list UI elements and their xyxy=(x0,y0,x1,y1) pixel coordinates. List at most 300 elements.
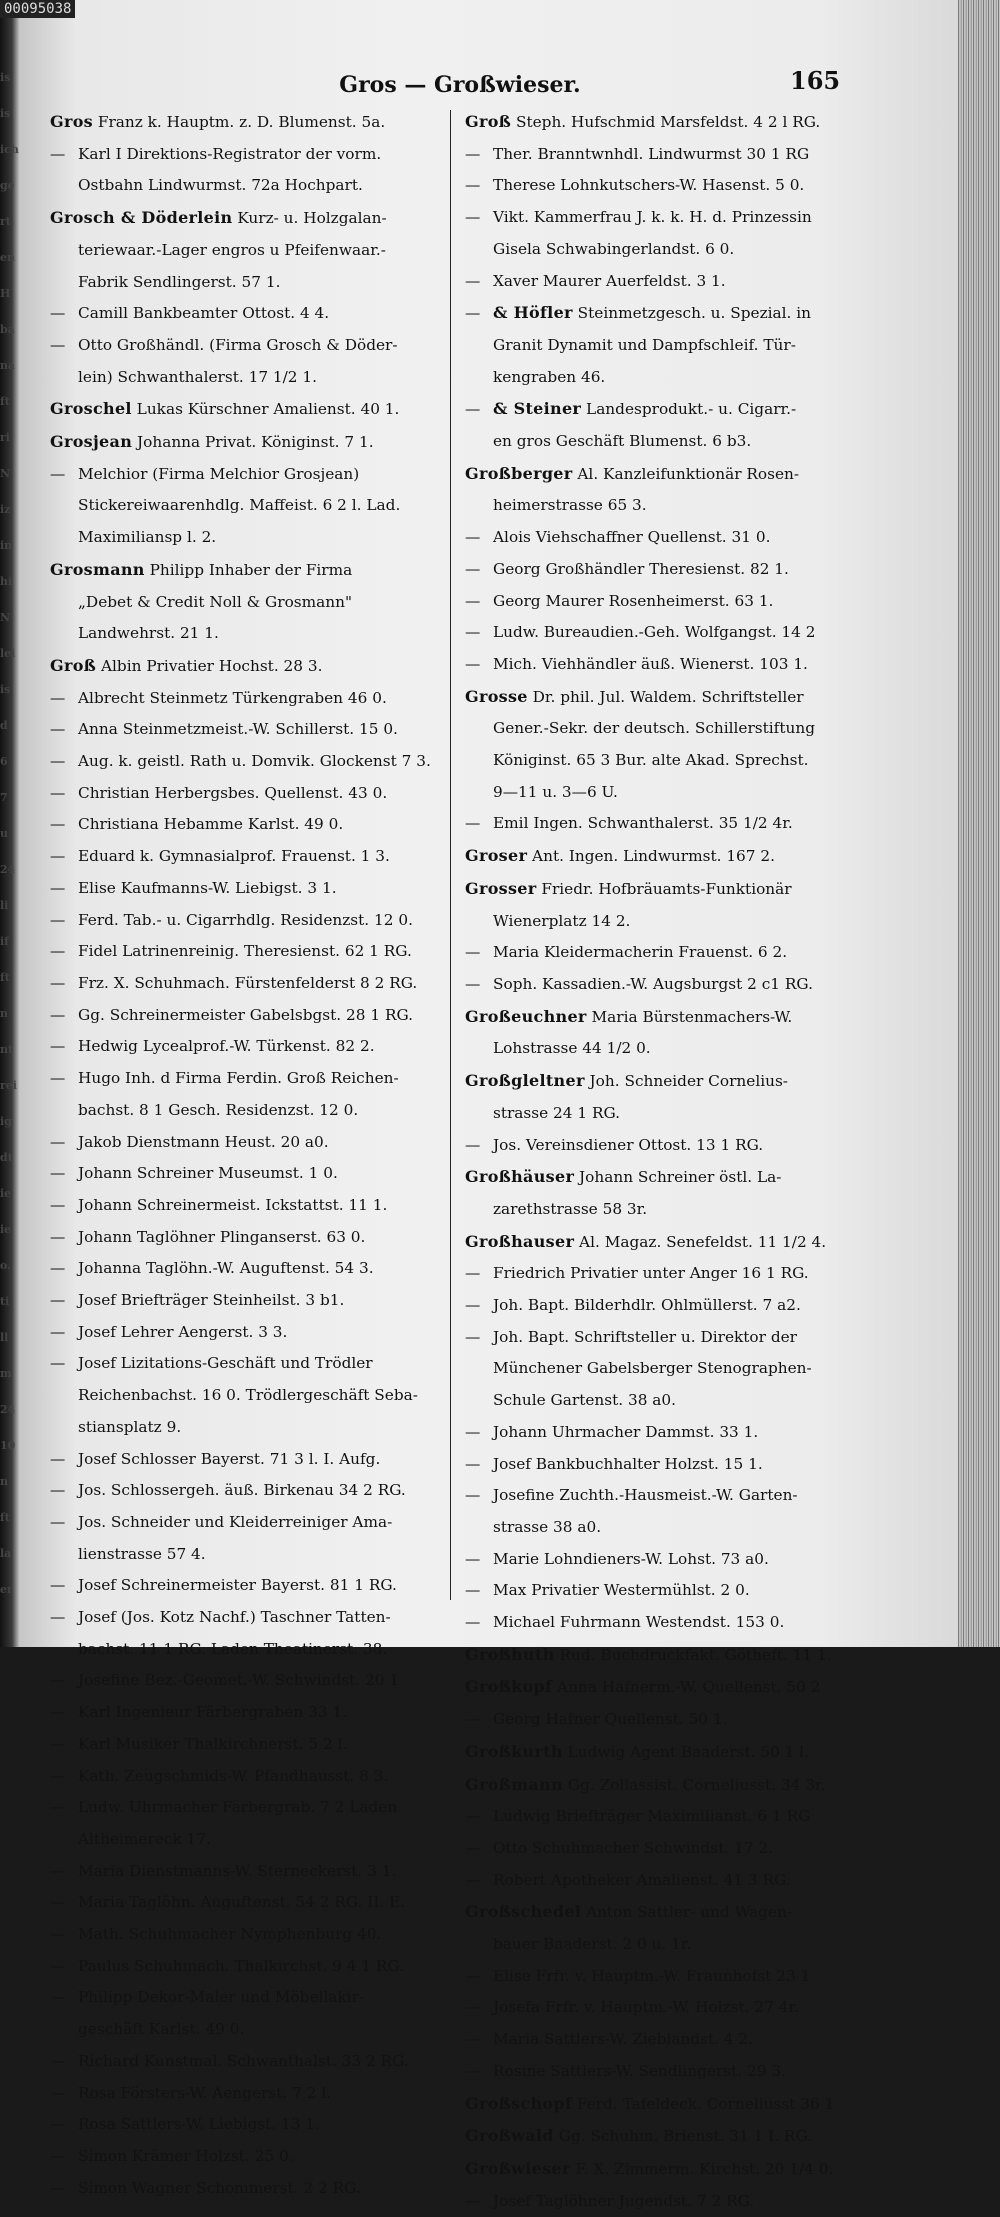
ditto-dash: — xyxy=(50,815,66,834)
ditto-dash: — xyxy=(465,528,481,547)
entry-text: en gros Geschäft Blumenst. 6 b3. xyxy=(493,432,752,451)
directory-entry xyxy=(465,1449,865,1481)
directory-entry xyxy=(50,2141,450,2173)
entry-text: Joh. Bapt. Bilderhdlr. Ohlmüllerst. 7 a2. xyxy=(493,1296,801,1315)
ditto-dash: — xyxy=(50,1195,66,1214)
directory-entry-continuation xyxy=(50,618,450,650)
ditto-dash: — xyxy=(465,1422,481,1441)
margin-fragment: 7 xyxy=(0,791,8,804)
entry-text: Ludwig Agent Baaderst. 50 1 l. xyxy=(562,1742,809,1761)
entry-text: Math. Schuhmacher Nymphenburg 40. xyxy=(78,1925,382,1944)
surname-heading: Grosmann xyxy=(50,559,145,579)
entry-text: zarethstrasse 58 3r. xyxy=(493,1199,648,1218)
margin-fragment: N xyxy=(0,611,11,624)
entry-text: Rosa Försters-W. Aengerst. 7 2 l. xyxy=(78,2083,331,2102)
entry-text: Kath. Zeugschmids-W. Pfandhausst. 8 3. xyxy=(78,1766,389,1785)
margin-fragment: m xyxy=(0,1367,12,1380)
entry-text: geschäft Karlst. 49 0. xyxy=(78,2020,245,2039)
ditto-dash: — xyxy=(465,400,481,419)
entry-text: Richard Kunstmal. Schwanthalst. 33 2 RG. xyxy=(78,2051,409,2070)
ditto-dash: — xyxy=(50,973,66,992)
entry-text: Josef Lehrer Aengerst. 3 3. xyxy=(78,1322,288,1341)
ditto-dash: — xyxy=(465,2061,481,2080)
directory-entry xyxy=(465,1639,865,1672)
margin-fragment: dt xyxy=(0,1151,13,1164)
ditto-dash: — xyxy=(465,1998,481,2017)
surname-heading: Großhäuser xyxy=(465,1167,575,1187)
margin-fragment: ich xyxy=(0,143,19,156)
margin-fragment: n xyxy=(0,1007,8,1020)
entry-text: Eduard k. Gymnasialprof. Frauenst. 1 3. xyxy=(78,847,390,866)
directory-entry xyxy=(465,937,865,969)
directory-entry xyxy=(50,1729,450,1761)
surname-heading: Großschopf xyxy=(465,2093,573,2113)
directory-entry xyxy=(465,1322,865,1354)
directory-entry xyxy=(50,554,450,587)
entry-text: Ostbahn Lindwurmst. 72a Hochpart. xyxy=(78,176,363,195)
directory-entry xyxy=(50,936,450,968)
entry-text: Johann Schreinermeist. Ickstattst. 11 1. xyxy=(78,1195,388,1214)
left-column xyxy=(50,106,450,2204)
directory-entry xyxy=(465,1896,865,1929)
ditto-dash: — xyxy=(465,1135,481,1154)
ditto-dash: — xyxy=(465,176,481,195)
directory-entry xyxy=(50,1570,450,1602)
surname-heading: Grosse xyxy=(465,686,528,706)
directory-entry xyxy=(465,1607,865,1639)
ditto-dash: — xyxy=(50,1925,66,1944)
ditto-dash: — xyxy=(50,752,66,771)
directory-entry xyxy=(50,1475,450,1507)
margin-fragment: ge xyxy=(0,179,15,192)
entry-text: Maria Dienstmanns-W. Sterneckerst. 3 1. xyxy=(78,1861,397,1880)
entry-text: Frz. X. Schuhmach. Fürstenfelderst 8 2 RG. xyxy=(78,973,418,992)
surname-heading: Groschel xyxy=(50,399,132,419)
ditto-dash: — xyxy=(50,1259,66,1278)
directory-entry xyxy=(465,1544,865,1576)
entry-text: Gg. Schreinermeister Gabelsbgst. 28 1 RG. xyxy=(78,1005,413,1024)
directory-entry xyxy=(50,1253,450,1285)
ditto-dash: — xyxy=(465,1966,481,1985)
entry-text: Johanna Taglöhn.-W. Auguftenst. 54 3. xyxy=(78,1259,374,1278)
entry-text: „Debet & Credit Noll & Grosmann" xyxy=(78,592,353,611)
ditto-dash: — xyxy=(50,942,66,961)
entry-text: Philipp Inhaber der Firma xyxy=(144,560,353,579)
margin-fragment: ti xyxy=(0,1295,10,1308)
margin-fragment: hi xyxy=(0,575,13,588)
entry-text: Marie Lohndieners-W. Lohst. 73 a0. xyxy=(493,1549,769,1568)
directory-entry-continuation xyxy=(50,170,450,202)
entry-text: Albrecht Steinmetz Türkengraben 46 0. xyxy=(78,688,387,707)
entry-text: Josefa Frfr. v. Hauptm.-W. Holzst. 27 4r. xyxy=(493,1998,799,2017)
entry-text: Johann Uhrmacher Dammst. 33 1. xyxy=(493,1422,759,1441)
entry-text: Elise Kaufmanns-W. Liebigst. 3 1. xyxy=(78,878,337,897)
directory-entry-continuation xyxy=(50,235,450,267)
directory-entry xyxy=(50,2109,450,2141)
directory-entry xyxy=(50,1792,450,1824)
margin-fragment: en xyxy=(0,251,15,264)
entry-text: Josefine Zuchth.-Hausmeist.-W. Garten- xyxy=(493,1486,798,1505)
directory-entry-continuation xyxy=(465,1098,865,1130)
directory-entry-continuation xyxy=(50,1539,450,1571)
margin-fragment: ll xyxy=(0,1331,9,1344)
surname-heading: Großberger xyxy=(465,463,573,483)
entry-text: Josefine Bez.-Geomet.-W. Schwindst. 20 1 xyxy=(78,1671,400,1690)
margin-fragment: 10 xyxy=(0,1439,16,1452)
directory-entry-continuation xyxy=(465,330,865,362)
directory-entry xyxy=(465,1161,865,1194)
entry-text: heimerstrasse 65 3. xyxy=(493,496,647,515)
ditto-dash: — xyxy=(50,1734,66,1753)
entry-text: Al. Magaz. Senefeldst. 11 1/2 4. xyxy=(574,1232,827,1251)
directory-entry-continuation xyxy=(465,1929,865,1961)
entry-text: Landwehrst. 21 1. xyxy=(78,624,219,643)
directory-entry xyxy=(465,1833,865,1865)
margin-fragment: ig xyxy=(0,1115,12,1128)
entry-text: F. X. Zimmerm. Kirchst. 20 1/4 0. xyxy=(570,2160,834,2178)
ditto-dash: — xyxy=(50,1227,66,1246)
entry-text: Lukas Kürschner Amalienst. 40 1. xyxy=(131,400,400,419)
entry-text: Anton Sattler- und Wagen- xyxy=(581,1903,792,1922)
margin-fragment: rt. xyxy=(0,215,15,228)
entry-text: Josef Schreinermeister Bayerst. 81 1 RG. xyxy=(78,1576,397,1595)
entry-text: Otto Schuhmacher Schwindst. 17 2. xyxy=(493,1838,773,1857)
entry-text: Josef Lizitations-Geschäft und Trödler xyxy=(78,1354,373,1373)
entry-text: stiansplatz 9. xyxy=(78,1417,182,1436)
directory-entry xyxy=(465,1065,865,1098)
ditto-dash: — xyxy=(465,591,481,610)
margin-fragment: ba xyxy=(0,323,15,336)
directory-entry xyxy=(465,266,865,298)
ditto-dash: — xyxy=(50,2147,66,2165)
entry-text: Jos. Schlossergeh. äuß. Birkenau 34 2 RG. xyxy=(78,1481,406,1500)
directory-entry-continuation xyxy=(465,1385,865,1417)
ditto-dash: — xyxy=(465,208,481,227)
ditto-dash: — xyxy=(50,1164,66,1183)
directory-entry xyxy=(465,1258,865,1290)
page-edges xyxy=(958,0,1000,1647)
ditto-dash: — xyxy=(465,2191,481,2210)
directory-entry-continuation xyxy=(465,713,865,745)
entry-text: Granit Dynamit und Dampfschleif. Tür- xyxy=(493,335,796,354)
entry-text: Lohstrasse 44 1/2 0. xyxy=(493,1039,651,1058)
directory-entry xyxy=(465,170,865,202)
entry-text: Hedwig Lycealprof.-W. Türkenst. 82 2. xyxy=(78,1037,375,1056)
directory-entry xyxy=(50,139,450,171)
margin-fragment: is xyxy=(0,107,11,120)
entry-text: Rosine Sattlers-W. Sendlingerst. 29 3. xyxy=(493,2061,786,2080)
surname-heading: Grosjean xyxy=(50,432,133,452)
margin-fragment: is xyxy=(0,71,11,84)
margin-fragment: ie xyxy=(0,1187,12,1200)
ditto-dash: — xyxy=(465,1549,481,1568)
ditto-dash: — xyxy=(50,2178,66,2197)
directory-entry xyxy=(465,2186,865,2217)
directory-entry xyxy=(465,681,865,714)
page-number: 165 xyxy=(790,66,841,95)
directory-entry xyxy=(50,1031,450,1063)
ditto-dash: — xyxy=(50,144,66,163)
ditto-dash: — xyxy=(465,943,481,962)
margin-fragment: ft xyxy=(0,1511,10,1524)
directory-entry xyxy=(50,1761,450,1793)
ditto-dash: — xyxy=(50,1005,66,1024)
margin-fragment: nt xyxy=(0,1043,14,1056)
entry-text: Robert Apotheker Amalienst. 41 3 RG. xyxy=(493,1870,791,1889)
ditto-dash: — xyxy=(465,559,481,578)
directory-entry xyxy=(50,1665,450,1697)
running-head: Gros — Großwieser. xyxy=(339,72,581,98)
entry-text: Jakob Dienstmann Heust. 20 a0. xyxy=(78,1132,329,1151)
entry-text: Josef Taglöhner Jugendst. 7 2 RG. xyxy=(493,2191,755,2210)
directory-entry xyxy=(50,1000,450,1032)
entry-text: Karl Ingenieur Färbergraben 33 1. xyxy=(78,1703,348,1722)
directory-entry xyxy=(465,393,865,426)
ditto-dash: — xyxy=(50,1354,66,1373)
entry-text: Camill Bankbeamter Ottost. 4 4. xyxy=(78,304,330,323)
entry-text: Kurz- u. Holzgalan- xyxy=(232,209,387,228)
ditto-dash: — xyxy=(465,974,481,993)
entry-text: Mich. Viehhändler äuß. Wienerst. 103 1. xyxy=(493,654,808,673)
entry-text: Emil Ingen. Schwanthalerst. 35 1/2 4r. xyxy=(493,814,793,833)
entry-text: Aug. k. geistl. Rath u. Domvik. Glockenst 7 3. xyxy=(78,752,431,771)
ditto-dash: — xyxy=(50,1861,66,1880)
directory-entry xyxy=(50,1602,450,1634)
directory-entry xyxy=(465,969,865,1001)
surname-heading: Grosser xyxy=(465,878,537,898)
ditto-dash: — xyxy=(50,1291,66,1310)
directory-entry-continuation xyxy=(50,1634,450,1666)
margin-fragment: iz xyxy=(0,503,11,516)
entry-text: Joh. Bapt. Schriftsteller u. Direktor der xyxy=(493,1327,797,1346)
surname-heading: Großhauser xyxy=(465,1231,575,1251)
directory-entry xyxy=(50,393,450,426)
surname-heading: Großwald xyxy=(465,2126,554,2146)
ditto-dash: — xyxy=(50,910,66,929)
margin-fragment: is xyxy=(0,683,11,696)
ditto-dash: — xyxy=(465,1454,481,1473)
directory-entry xyxy=(50,809,450,841)
directory-entry xyxy=(465,2088,865,2121)
ditto-dash: — xyxy=(465,1870,481,1889)
adjacent-page-margin xyxy=(0,60,28,1620)
ditto-dash: — xyxy=(50,1956,66,1975)
directory-entry xyxy=(50,2173,450,2205)
directory-entry xyxy=(465,617,865,649)
surname-heading: Großwieser xyxy=(465,2159,571,2178)
directory-entry xyxy=(465,1865,865,1897)
directory-entry-continuation xyxy=(50,1380,450,1412)
directory-entry-continuation xyxy=(50,1824,450,1856)
margin-fragment: na xyxy=(0,359,16,372)
entry-text: Alois Viehschaffner Quellenst. 31 0. xyxy=(493,528,771,547)
entry-text: Georg Maurer Rosenheimerst. 63 1. xyxy=(493,591,774,610)
directory-entry xyxy=(50,841,450,873)
entry-text: lein) Schwanthalerst. 17 1/2 1. xyxy=(78,367,317,386)
entry-text: Johann Schreiner Museumst. 1 0. xyxy=(78,1164,338,1183)
directory-entry-continuation xyxy=(465,745,865,777)
margin-fragment: n xyxy=(0,1475,8,1488)
directory-entry xyxy=(50,1285,450,1317)
entry-text: strasse 38 a0. xyxy=(493,1517,602,1536)
entry-text: bachst. 11 1 RG. Laden Theatinerst. 38. xyxy=(78,1639,388,1658)
directory-entry-continuation xyxy=(465,1194,865,1226)
margin-fragment: ft xyxy=(0,971,10,984)
margin-fragment: la xyxy=(0,1547,12,1560)
directory-entry xyxy=(465,1961,865,1993)
entry-text: Maximiliansp l. 2. xyxy=(78,528,217,547)
ditto-dash: — xyxy=(465,1807,481,1826)
directory-entry xyxy=(50,1507,450,1539)
entry-text: 9—11 u. 3—6 U. xyxy=(493,782,618,801)
entry-text: Reichenbachst. 16 0. Trödlergeschäft Seba- xyxy=(78,1386,418,1405)
margin-fragment: ie xyxy=(0,1223,12,1236)
entry-text: Josef Briefträger Steinheilst. 3 b1. xyxy=(78,1291,345,1310)
ditto-dash: — xyxy=(465,1613,481,1632)
ditto-dash: — xyxy=(50,1893,66,1912)
entry-text: Johann Schreiner östl. La- xyxy=(574,1168,782,1187)
directory-entry-continuation xyxy=(465,1353,865,1385)
ditto-dash: — xyxy=(465,1264,481,1283)
directory-entry xyxy=(50,298,450,330)
ditto-dash: — xyxy=(50,1703,66,1722)
entry-text: Gg. Zollassist. Corneliusst. 34 3r. xyxy=(562,1775,826,1794)
ditto-dash: — xyxy=(50,2115,66,2134)
directory-entry xyxy=(50,2046,450,2078)
directory-entry xyxy=(50,1127,450,1159)
ditto-dash: — xyxy=(465,1327,481,1346)
directory-entry xyxy=(50,1063,450,1095)
surname-heading: Großhuth xyxy=(465,1644,555,1664)
entry-text: Xaver Maurer Auerfeldst. 3 1. xyxy=(493,271,726,290)
entry-text: Ther. Branntwnhdl. Lindwurmst 30 1 RG xyxy=(493,144,810,163)
directory-entry-continuation xyxy=(50,1412,450,1444)
entry-text: Simon Wagner Schommerst. 2 2 RG. xyxy=(78,2178,361,2197)
directory-entry xyxy=(50,714,450,746)
margin-fragment: d xyxy=(0,719,8,732)
ditto-dash: — xyxy=(50,335,66,354)
directory-entry xyxy=(465,2120,865,2153)
directory-entry xyxy=(465,586,865,618)
directory-entry xyxy=(465,1575,865,1607)
directory-entry xyxy=(465,554,865,586)
entry-text: Ant. Ingen. Lindwurmst. 167 2. xyxy=(527,847,775,866)
directory-entry xyxy=(465,1480,865,1512)
entry-text: Johanna Privat. Königinst. 7 1. xyxy=(132,433,374,452)
ditto-dash: — xyxy=(50,1481,66,1500)
surname-heading: Groß xyxy=(50,655,97,675)
ditto-dash: — xyxy=(50,1037,66,1056)
margin-fragment: in xyxy=(0,539,13,552)
directory-entry xyxy=(50,1190,450,1222)
ditto-dash: — xyxy=(50,1322,66,1341)
surname-heading: Großmann xyxy=(465,1774,563,1794)
directory-entry xyxy=(465,840,865,873)
surname-heading: Großschedel xyxy=(465,1902,582,1922)
directory-entry-continuation xyxy=(465,362,865,394)
ditto-dash: — xyxy=(50,1449,66,1468)
directory-entry xyxy=(465,1290,865,1322)
directory-entry xyxy=(465,649,865,681)
entry-text: Rosa Sattlers-W. Liebigst. 13 1. xyxy=(78,2115,320,2134)
entry-text: teriewaar.-Lager engros u Pfeifenwaar.- xyxy=(78,240,386,259)
directory-entry xyxy=(465,1671,865,1704)
directory-entry xyxy=(50,202,450,235)
entry-text: Al. Kanzleifunktionär Rosen- xyxy=(572,464,800,483)
directory-entry-continuation xyxy=(50,587,450,619)
entry-text: Paulus Schuhmach. Thalkirchst. 9 4 1 RG. xyxy=(78,1956,404,1975)
surname-heading: Groser xyxy=(465,846,528,866)
margin-fragment: o. xyxy=(0,1259,11,1272)
entry-text: Simon Krämer Holzst. 25 0. xyxy=(78,2147,294,2165)
margin-fragment: H xyxy=(0,287,11,300)
entry-text: Maria Kleidermacherin Frauenst. 6 2. xyxy=(493,943,788,962)
directory-entry xyxy=(50,1444,450,1476)
entry-text: Elise Frfr. v. Hauptm.-W. Fraunhofst 23 1 xyxy=(493,1966,811,1985)
ditto-dash: — xyxy=(50,783,66,802)
directory-entry xyxy=(50,459,450,491)
directory-entry xyxy=(465,1801,865,1833)
entry-text: Therese Lohnkutschers-W. Hasenst. 5 0. xyxy=(493,176,805,195)
entry-text: bauer Baaderst. 2 0 u. 1r. xyxy=(493,1935,692,1954)
directory-entry xyxy=(465,297,865,330)
directory-entry xyxy=(465,139,865,171)
entry-text: Franz k. Hauptm. z. D. Blumenst. 5a. xyxy=(92,113,386,131)
ditto-dash: — xyxy=(50,847,66,866)
directory-entry xyxy=(465,808,865,840)
surname-heading: & Höfler xyxy=(493,303,573,323)
surname-heading: Grosch & Döderlein xyxy=(50,208,233,228)
entry-text: Maria Sattlers-W. Zieblandst. 4 2. xyxy=(493,2030,754,2049)
entry-text: Gg. Schuhm. Brienst. 31 1 I. RG. xyxy=(553,2127,812,2146)
directory-entry xyxy=(465,458,865,491)
entry-text: Landesprodukt.- u. Cigarr.- xyxy=(581,400,797,419)
entry-text: Karl Musiker Thalkirchnerst. 5 2 l. xyxy=(78,1734,348,1753)
directory-entry xyxy=(465,1130,865,1162)
entry-text: Joh. Schneider Cornelius- xyxy=(584,1072,788,1091)
directory-entry xyxy=(50,1887,450,1919)
ditto-dash: — xyxy=(465,654,481,673)
margin-fragment: 6 xyxy=(0,755,8,768)
ditto-dash: — xyxy=(50,1608,66,1627)
ditto-dash: — xyxy=(465,1710,481,1729)
ditto-dash: — xyxy=(50,304,66,323)
ditto-dash: — xyxy=(465,271,481,290)
ditto-dash: — xyxy=(50,1798,66,1817)
entry-text: Münchener Gabelsberger Stenographen- xyxy=(493,1359,812,1378)
ditto-dash: — xyxy=(50,1988,66,2007)
directory-entry-continuation xyxy=(50,362,450,394)
margin-fragment: N xyxy=(0,467,11,480)
directory-entry xyxy=(465,1001,865,1034)
directory-entry-continuation xyxy=(465,490,865,522)
entry-text: Fabrik Sendlingerst. 57 1. xyxy=(78,272,281,291)
ditto-dash: — xyxy=(50,1069,66,1088)
margin-fragment: u xyxy=(0,827,8,840)
margin-fragment: if xyxy=(0,935,9,948)
directory-entry xyxy=(50,426,450,459)
entry-text: Josef Bankbuchhalter Holzst. 15 1. xyxy=(493,1454,763,1473)
directory-entry xyxy=(50,968,450,1000)
entry-text: Melchior (Firma Melchior Grosjean) xyxy=(78,464,360,483)
entry-text: Otto Großhändl. (Firma Grosch & Döder- xyxy=(78,335,398,354)
entry-text: Fidel Latrinenreinig. Theresienst. 62 1 RG. xyxy=(78,942,412,961)
right-column xyxy=(465,106,865,2217)
directory-entry-continuation xyxy=(50,490,450,522)
surname-heading: Groß xyxy=(465,112,512,131)
directory-entry xyxy=(50,1919,450,1951)
entry-text: Ludw. Uhrmacher Färbergrab. 7 2 Laden xyxy=(78,1798,398,1817)
